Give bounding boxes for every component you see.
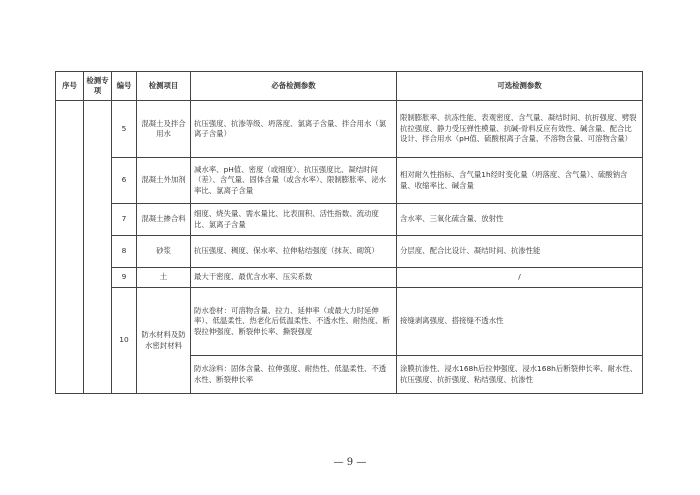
row-item: 砂浆: [137, 236, 191, 268]
test-parameters-table: [55, 71, 643, 394]
row-num: 6: [112, 158, 137, 204]
table-header-row: [56, 72, 643, 101]
row-optional: 分层度、配合比设计、凝结时间、抗渗性能: [397, 236, 643, 268]
row-num: 9: [112, 268, 137, 288]
row-optional: 接缝剥离强度、搭接缝不透水性: [397, 288, 643, 356]
category-cell: [84, 101, 112, 394]
row-item: 混凝土掺合料: [137, 204, 191, 236]
row-item: 防水材料及防水密封材料: [137, 288, 191, 394]
header-item: 检测项目: [137, 72, 191, 101]
header-seq: 序号: [56, 72, 84, 101]
row-item: 混凝土外加剂: [137, 158, 191, 204]
row-num: 10: [112, 288, 137, 394]
row-optional: 涂膜抗渗性、浸水168h后拉伸强度、浸水168h后断裂伸长率、耐水性、抗压强度、抗折强度、粘结强度、抗渗性: [397, 356, 643, 394]
table-row: [56, 158, 643, 204]
row-required: 抗压强度、抗渗等级、坍落度、氯离子含量、拌合用水（氯离子含量）: [191, 101, 397, 158]
row-item: 混凝土及拌合用水: [137, 101, 191, 158]
row-optional: 含水率、三氧化硫含量、放射性: [397, 204, 643, 236]
header-category: 检测专项: [84, 72, 112, 101]
header-required: 必备检测参数: [191, 72, 397, 101]
row-item: 土: [137, 268, 191, 288]
row-num: 7: [112, 204, 137, 236]
table-row: [56, 204, 643, 236]
row-required: 防水卷材：可溶物含量、拉力、延伸率（或最大力时延伸率）、低温柔性、热老化后低温柔性、不透水性、耐热度、断裂拉伸强度、断裂伸长率、撕裂强度: [191, 288, 397, 356]
row-required: 抗压强度、稠度、保水率、拉伸粘结强度（抹灰、砌筑）: [191, 236, 397, 268]
row-required: 防水涂料：固体含量、拉伸强度、耐热性、低温柔性、不透水性、断裂伸长率: [191, 356, 397, 394]
table-row: [56, 268, 643, 288]
seq-cell: [56, 101, 84, 394]
table-row: [56, 101, 643, 158]
page-number: — 9 —: [333, 457, 367, 468]
table-row: [56, 288, 643, 356]
row-optional: 限制膨胀率、抗冻性能、表观密度、含气量、凝结时间、抗折强度、劈裂抗拉强度、静力受压弹性模量、抗碱-骨料反应有效性、碱含量、配合比设计、拌合用水（pH值、硫酸根离子含量、不溶物含量、可溶物含量）: [397, 101, 643, 158]
table-row: [56, 236, 643, 268]
row-num: 5: [112, 101, 137, 158]
row-optional: 相对耐久性指标、含气量1h经时变化量（坍落度、含气量）、硫酸钠含量、收缩率比、碱含量: [397, 158, 643, 204]
row-optional: /: [397, 268, 643, 288]
row-num: 8: [112, 236, 137, 268]
row-required: 最大干密度、最优含水率、压实系数: [191, 268, 397, 288]
header-optional: 可选检测参数: [397, 72, 643, 101]
header-num: 编号: [112, 72, 137, 101]
row-required: 减水率、pH值、密度（或细度）、抗压强度比、凝结时间（差）、含气量、固体含量（或含水率）、限制膨胀率、泌水率比、氯离子含量: [191, 158, 397, 204]
row-required: 细度、烧失量、需水量比、比表面积、活性指数、流动度比、氯离子含量: [191, 204, 397, 236]
